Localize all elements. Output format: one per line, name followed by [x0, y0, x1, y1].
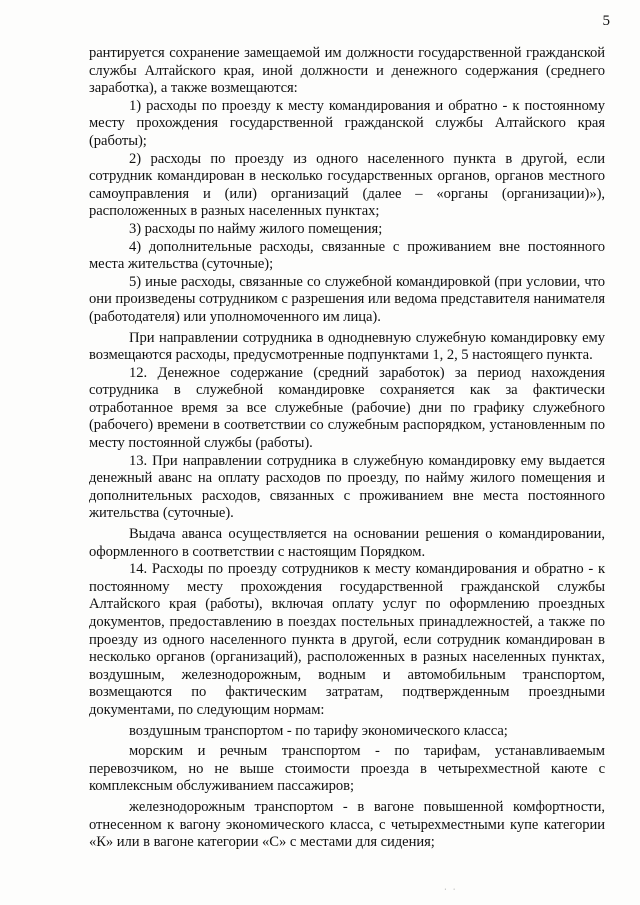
paragraph-one-day-trip: При направлении сотрудника в однодневную служебную командировку ему возмещаются расходы, предусмотренные подпунктами 1, 2, 5 настоящего пункта. — [89, 329, 605, 364]
paragraph-air-transport: воздушным транспортом - по тарифу экономического класса; — [129, 722, 508, 739]
paragraph-item-5: 5) иные расходы, связанные со служебной командировкой (при условии, что они произведены сотрудником с разрешения или ведома представителя нанимателя (работодателя) или уполномоченного им лица). — [89, 273, 605, 325]
paragraph-continuation: рантируется сохранение замещаемой им должности государственной гражданской службы Алтайского края, иной должности и денежного содержания (среднего заработка), а также возмещаются: — [89, 45, 605, 97]
document-body — [89, 45, 605, 852]
paragraph-item-2: 2) расходы по проезду из одного населенного пункта в другой, если сотрудник командирован в несколько государственных органов, органов местного самоуправления и (или) организаций (далее – «органы (организации)»), расположенных в разных населенных пунктах; — [89, 150, 605, 220]
paragraph-item-4: 4) дополнительные расходы, связанные с проживанием вне постоянного места жительства (суточные); — [89, 238, 605, 273]
paragraph-item-3: 3) расходы по найму жилого помещения; — [129, 220, 383, 237]
scan-artifact-mark: ⋅ ⋅ — [444, 885, 458, 894]
page-number: 5 — [602, 13, 610, 29]
paragraph-clause-13: 13. При направлении сотрудника в служебную командировку ему выдается денежный аванс на оплату расходов по проезду, по найму жилого помещения и дополнительных расходов, связанных с проживанием вне места постоянного жительства (суточные). — [89, 452, 605, 522]
paragraph-clause-12: 12. Денежное содержание (средний заработок) за период нахождения сотрудника в служебной командировке сохраняется как за фактически отработанное время за все служебные (рабочие) дни по графику служебного (рабочего) времени в соответствии со служебным распорядком, установленным по месту постоянной службы (работы). — [89, 364, 605, 452]
paragraph-clause-14: 14. Расходы по проезду сотрудников к месту командирования и обратно - к постоянному месту прохождения государственной гражданской службы Алтайского края (работы), включая оплату услуг по оформлению проездных документов, предоставлению в поездах постельных принадлежностей, а также по проезду из одного населенного пункта в другой, если сотрудник командирован в несколько органов (организаций), расположенных в разных населенных пунктах, воздушным, железнодорожным, водным и автомобильным транспортом, возмещаются по фактическим затратам, подтвержденным проездными документами, по следующим нормам: — [89, 561, 605, 718]
paragraph-advance: Выдача аванса осуществляется на основании решения о командировании, оформленного в соответствии с настоящим Порядком. — [89, 526, 605, 560]
paragraph-rail-transport: железнодорожным транспортом - в вагоне повышенной комфортности, отнесенном к вагону экономического класса, с четырехместными купе категории «К» или в вагоне категории «С» с местами для сидения; — [89, 798, 605, 851]
paragraph-item-1: 1) расходы по проезду к месту командирования и обратно - к постоянному месту прохождения государственной гражданской службы Алтайского края (работы); — [89, 97, 605, 149]
paragraph-water-transport: морским и речным транспортом - по тарифам, устанавливаемым перевозчиком, но не выше стоимости проезда в четырехместной каюте с комплексным обслуживанием пассажиров; — [89, 743, 605, 795]
